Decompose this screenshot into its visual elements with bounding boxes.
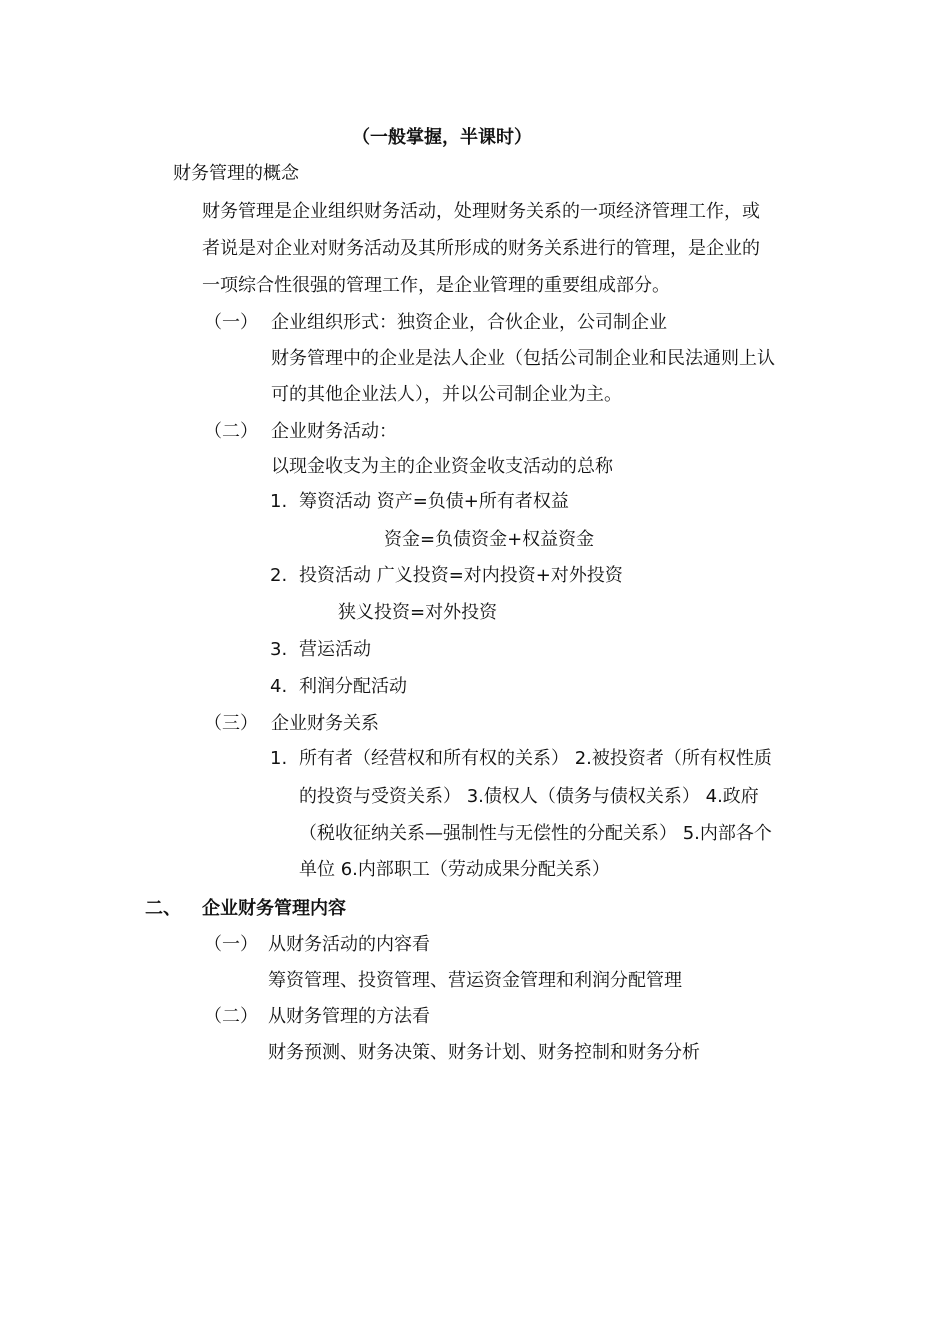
section-title: 从财务管理的方法看 xyxy=(268,1006,430,1027)
section-number: （一） xyxy=(204,312,258,333)
list-item: 利润分配活动 xyxy=(299,676,407,697)
section-number: （三） xyxy=(204,713,258,734)
section-title: 从财务活动的内容看 xyxy=(268,934,430,955)
section-number: （二） xyxy=(204,421,258,442)
list-item-continuation: 狭义投资=对外投资 xyxy=(338,602,498,623)
part-number: 二、 xyxy=(145,898,181,919)
list-item-number: 2. xyxy=(270,565,288,586)
list-item: 筹资活动 资产=负债+所有者权益 xyxy=(299,491,569,512)
list-item-continuation: 资金=负债资金+权益资金 xyxy=(384,529,595,550)
list-item-number: 3. xyxy=(270,639,288,660)
section-body-line: 财务预测、财务决策、财务计划、财务控制和财务分析 xyxy=(268,1042,700,1063)
section-title: 企业财务关系 xyxy=(271,713,379,734)
list-item: 营运活动 xyxy=(299,639,371,660)
part-title: 企业财务管理内容 xyxy=(202,898,346,919)
relation-line: （税收征纳关系—强制性与无偿性的分配关系） 5.内部各个 xyxy=(299,823,772,844)
relation-line: 所有者（经营权和所有权的关系） 2.被投资者（所有权性质 xyxy=(299,748,772,769)
section-number: （二） xyxy=(204,1006,258,1027)
section-body-line: 财务管理中的企业是法人企业（包括公司制企业和民法通则上认 xyxy=(271,348,775,369)
concept-para-line: 一项综合性很强的管理工作，是企业管理的重要组成部分。 xyxy=(202,275,670,296)
list-item-number: 1. xyxy=(270,491,288,512)
header-note: （一般掌握，半课时） xyxy=(352,127,532,148)
list-item-number: 4. xyxy=(270,676,288,697)
list-item-number: 1. xyxy=(270,748,288,769)
concept-para-line: 者说是对企业对财务活动及其所形成的财务关系进行的管理，是企业的 xyxy=(202,238,760,259)
concept-heading: 财务管理的概念 xyxy=(173,163,299,184)
concept-para-line: 财务管理是企业组织财务活动，处理财务关系的一项经济管理工作，或 xyxy=(202,201,760,222)
list-item: 投资活动 广义投资=对内投资+对外投资 xyxy=(299,565,623,586)
section-body-line: 筹资管理、投资管理、营运资金管理和利润分配管理 xyxy=(268,970,682,991)
section-title: 企业财务活动： xyxy=(271,421,397,442)
section-number: （一） xyxy=(204,934,258,955)
section-intro: 以现金收支为主的企业资金收支活动的总称 xyxy=(271,456,613,477)
section-title: 企业组织形式：独资企业，合伙企业，公司制企业 xyxy=(271,312,667,333)
relation-line: 单位 6.内部职工（劳动成果分配关系） xyxy=(299,859,610,880)
section-body-line: 可的其他企业法人），并以公司制企业为主。 xyxy=(271,384,622,405)
relation-line: 的投资与受资关系） 3.债权人（债务与债权关系） 4.政府 xyxy=(299,786,759,807)
